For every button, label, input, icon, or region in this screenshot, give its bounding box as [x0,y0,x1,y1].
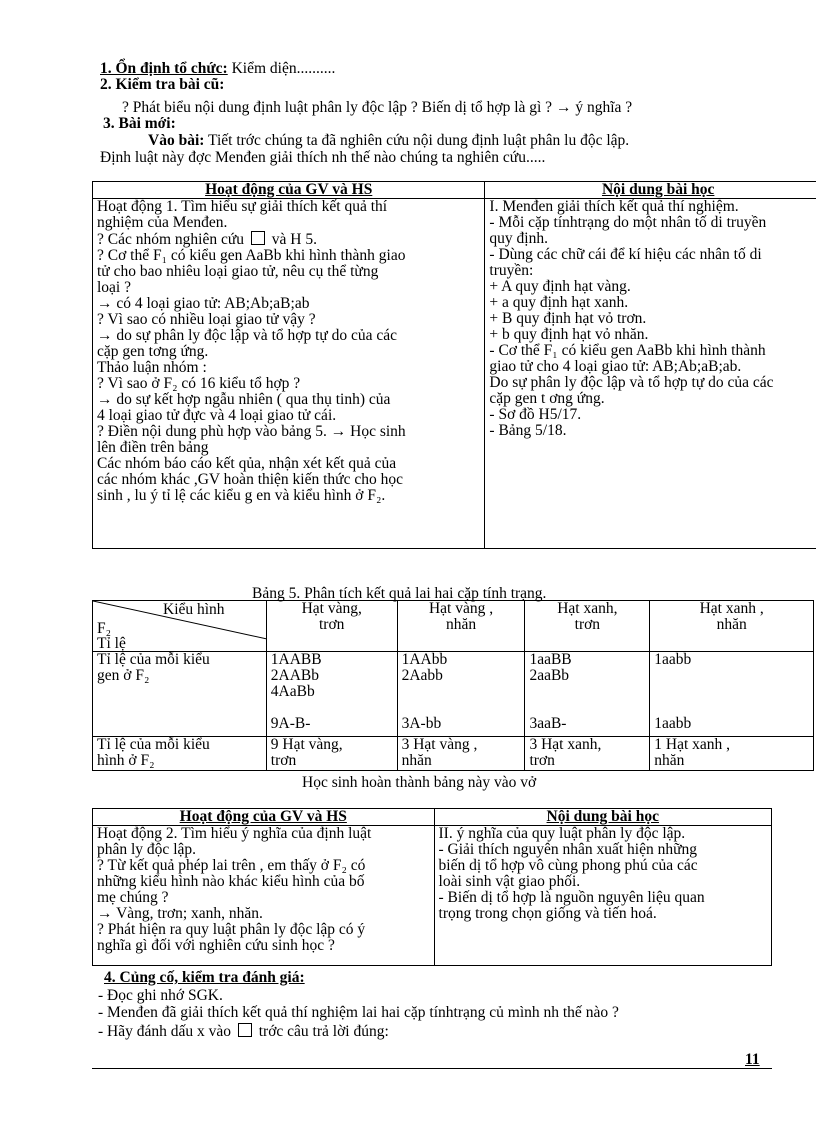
genotype-line [654,684,809,700]
t1c1-line: Các nhóm báo cáo kết qủa, nhận xét kết quả của [97,455,397,472]
corner-bot-label: Tỉ lệ [97,635,126,652]
t1c1-line: ? Các nhóm nghiên cứu và H 5. [97,231,317,248]
activity-table-2 [92,808,772,966]
t1c2-line: - Bảng 5/18. [489,422,567,439]
t1c1-line: Thảo luận nhóm : [97,359,207,376]
genotype-line: 3aaB- [529,715,567,732]
t1c2-line: - Cơ thể F₁ có kiểu gen AaBb khi hình thành [489,342,766,359]
section4-heading: 4. Củng cố, kiểm tra đánh giá: [104,969,305,986]
intro-text: Tiết trớc chúng ta đã nghiên cứu nội dung định luật phân lu độc lập. [208,132,630,149]
t1c1-line: Hoạt động 1. Tìm hiểu sự giải thích kết quả thí [97,198,388,215]
genotype-line: 2Aabb [401,667,443,684]
intro-label: Vào bài: [148,132,205,149]
t1c1-line: nghiệm của Menđen. [97,214,228,231]
table1-col2-content [485,199,816,549]
intro-text-cont: Định luật này đợc Menđen giải thích nh thế nào chúng ta nghiên cứu..... [100,149,546,166]
t2c1-line: nghĩa gì đối với nghiên cứu sinh học ? [97,937,335,954]
footer-rule [92,1068,772,1069]
page-number: 11 [745,1051,760,1068]
t2c2-line: II. ý nghĩa của quy luật phân ly độc lập. [438,825,686,842]
t1c2-line: + A quy định hạt vàng. [489,278,631,295]
phenotype-line: trơn [270,752,297,769]
phenotype-line: 9 Hạt vàng, [270,736,343,753]
col-header-line: nhăn [445,616,477,633]
row-label-line: Tỉ lệ của mỗi kiểu [97,736,210,753]
corner-cell [93,601,267,652]
genotype-line [529,700,645,716]
t1c2-line: quy định. [489,230,548,247]
col-header-line: trơn [574,616,601,633]
genotype-line: 3A-bb [401,715,442,732]
table2-col1-content [93,826,435,966]
phenotype-cell [525,737,650,771]
row1-label [93,652,267,737]
t1c1-line: ? Cơ thể F₁ có kiểu gen AaBb khi hình thành giao [97,247,406,264]
phenotype-cell [650,737,814,771]
t1c1-line: các nhóm khác ,GV hoàn thiện kiến thức cho học [97,471,403,488]
t2c2-line: loài sinh vật giao phối. [438,873,581,890]
section3-heading: 3. Bài mới: [103,115,176,132]
checkbox-icon [238,1023,252,1037]
genotype-line [654,668,809,684]
phenotype-line: trơn [529,752,555,769]
genotype-line [529,684,645,700]
col-header-line: trơn [318,616,345,633]
genotype-line: 1AAbb [401,651,448,668]
section2-heading: 2. Kiểm tra bài cũ: [100,76,225,93]
genotype-line [654,700,809,716]
section4-line3a: - Hãy đánh dấu x vào [98,1023,231,1040]
genotype-line: 1AABB [270,651,322,668]
table2-col2-content [434,826,771,966]
t1c1-line: lên điền trên bảng [97,439,209,456]
col-header-line: Hạt xanh, [557,600,618,617]
t2c1-line: phân ly độc lập. [97,841,197,858]
section2-question: ? Phát biểu nội dung định luật phân ly độc lập ? Biến dị tổ hợp là gì ? → ý nghĩa ? [122,99,633,116]
table5-col-header [266,601,397,652]
t1c2-line: I. Menđen giải thích kết quả thí nghiệm. [489,198,739,215]
table5-note: Học sinh hoàn thành bảng này vào vở [302,774,537,791]
table5-col-header [650,601,814,652]
genotype-line [402,700,521,716]
t2c1-line: ? Phát hiện ra quy luật phân ly độc lập có ý [97,921,366,938]
table1-col2-header: Nội dung bài học [485,182,816,199]
table1-col1-content [93,199,485,549]
checkbox-icon [251,231,265,245]
activity-table-1 [92,181,816,549]
table5-col-header [525,601,650,652]
genotype-line: 1aabb [654,715,692,732]
t1c2-line: + b quy định hạt vỏ nhăn. [489,326,649,343]
t1c2-line: - Sơ đồ H5/17. [489,406,582,423]
genotype-line: 9A-B- [270,715,311,732]
genotype-line: 1aaBB [529,651,572,668]
t1c2-line: - Mỗi cặp tínhtrạng do một nhân tố di truyền [489,214,767,231]
genotype-line [271,700,393,716]
genotype-line: 2AABb [270,667,320,684]
table5-col-header [397,601,525,652]
section4-line3b: trớc câu trả lời đúng: [258,1023,389,1040]
section4-line2: - Menđen đã giải thích kết quả thí nghiệm lai hai cặp tínhtrạng củ mình nh thế nào ? [98,1004,619,1021]
col-header-line: Hạt xanh , [699,600,764,617]
section3-intro [148,132,629,149]
genotype-line: 1aabb [654,651,692,668]
section1 [100,60,335,77]
t2c1-line: ? Từ kết quả phép lai trên , em thấy ở F₂ có [97,857,366,874]
t1c2-line: + B quy định hạt vỏ trơn. [489,310,647,327]
genotype-cell [266,652,397,737]
table1-col1-header: Hoạt động của GV và HS [93,182,485,199]
phenotype-line: 1 Hạt xanh , [654,736,731,753]
t1c1-line: tử cho bao nhiêu loại giao tử, nêu cụ thể từng [97,263,379,280]
row-label-line: Tỉ lệ của mỗi kiểu [97,651,210,668]
t2c1-line: mẹ chúng ? [97,889,169,906]
t1c1-line: ? Điền nội dung phù hợp vào bảng 5. → Học sinh [97,423,406,440]
t1c1-line: ? Vì sao ở F₂ có 16 kiểu tổ hợp ? [97,375,301,392]
t2c2-line: biến dị tổ hợp vô cùng phong phú của các [438,857,698,874]
corner-mid-label: F₂ [97,620,112,637]
phenotype-cell [266,737,397,771]
genotype-line: 2aaBb [529,667,570,684]
t2c2-line: - Giải thích nguyên nhân xuất hiện những [438,841,698,858]
t1c1-line: → do sự phân ly độc lập và tổ hợp tự do của các [97,327,398,344]
t1c1-line: 4 loại giao tử đực và 4 loại giao tử cái. [97,407,337,424]
phenotype-cell [397,737,525,771]
genotype-cell [650,652,814,737]
t1c2-line: truyền: [489,262,534,279]
genotype-line: 4AaBb [270,683,315,700]
t2c2-line: trọng trong chọn giống và tiến hoá. [438,905,657,922]
t1c2-line: + a quy định hạt xanh. [489,294,629,311]
t1c2-line: giao tử cho 4 loại giao tử: AB;Ab;aB;ab. [489,358,742,375]
t1c1-line: → do sự kết hợp ngẫu nhiên ( qua thụ tinh) của [97,391,391,408]
phenotype-line: nhăn [654,752,685,769]
t1c1-line: → có 4 loại giao tử: AB;Ab;aB;ab [97,295,310,312]
t1c2-line: cặp gen t ơng ứng. [489,390,605,407]
table2-col1-header: Hoạt động của GV và HS [93,809,435,826]
t2c2-line: - Biến dị tổ hợp là nguồn nguyên liệu quan [438,889,705,906]
t1c2-line: Do sự phân ly độc lập và tổ hợp tự do của các [489,374,774,391]
col-header-line: Hạt vàng , [428,600,494,617]
t2c1-line: Hoạt động 2. Tìm hiểu ý nghĩa của định luật [97,825,372,842]
row2-label [93,737,267,771]
analysis-table-5 [92,600,814,771]
table5-caption: Bảng 5. Phân tích kết quả lai hai cặp tính trạng. [252,585,547,602]
phenotype-line: 3 Hạt vàng , [401,736,478,753]
t2c1-line: → Vàng, trơn; xanh, nhăn. [97,905,263,922]
genotype-cell [397,652,525,737]
row-label-line: hình ở F₂ [97,752,155,769]
t1c1-line: cặp gen tơng ứng. [97,343,209,360]
phenotype-line: 3 Hạt xanh, [529,736,602,753]
t1c2-line: - Dùng các chữ cái để kí hiệu các nhân tố di [489,246,762,263]
section1-text: Kiểm diện.......... [231,60,336,77]
table2-col2-header: Nội dung bài học [434,809,771,826]
t1c1-line: ? Vì sao có nhiều loại giao tử vậy ? [97,311,316,328]
corner-top-label: Kiểu hình [163,601,225,618]
col-header-line: nhăn [716,616,747,633]
genotype-line [402,684,521,700]
t1c1-line: loại ? [97,279,131,296]
genotype-cell [525,652,650,737]
row-label-line: gen ở F₂ [97,667,150,684]
phenotype-line: nhăn [401,752,432,769]
t2c1-line: những kiểu hình nào khác kiểu hình của bố [97,873,365,890]
section1-heading: 1. Ổn định tổ chức: [100,60,228,77]
t1c1-line: sinh , lu ý tỉ lệ các kiểu g en và kiểu hình ở F₂. [97,487,386,504]
section4-line3 [98,1023,389,1040]
section4-line1: - Đọc ghi nhớ SGK. [98,987,223,1004]
col-header-line: Hạt vàng, [301,600,362,617]
